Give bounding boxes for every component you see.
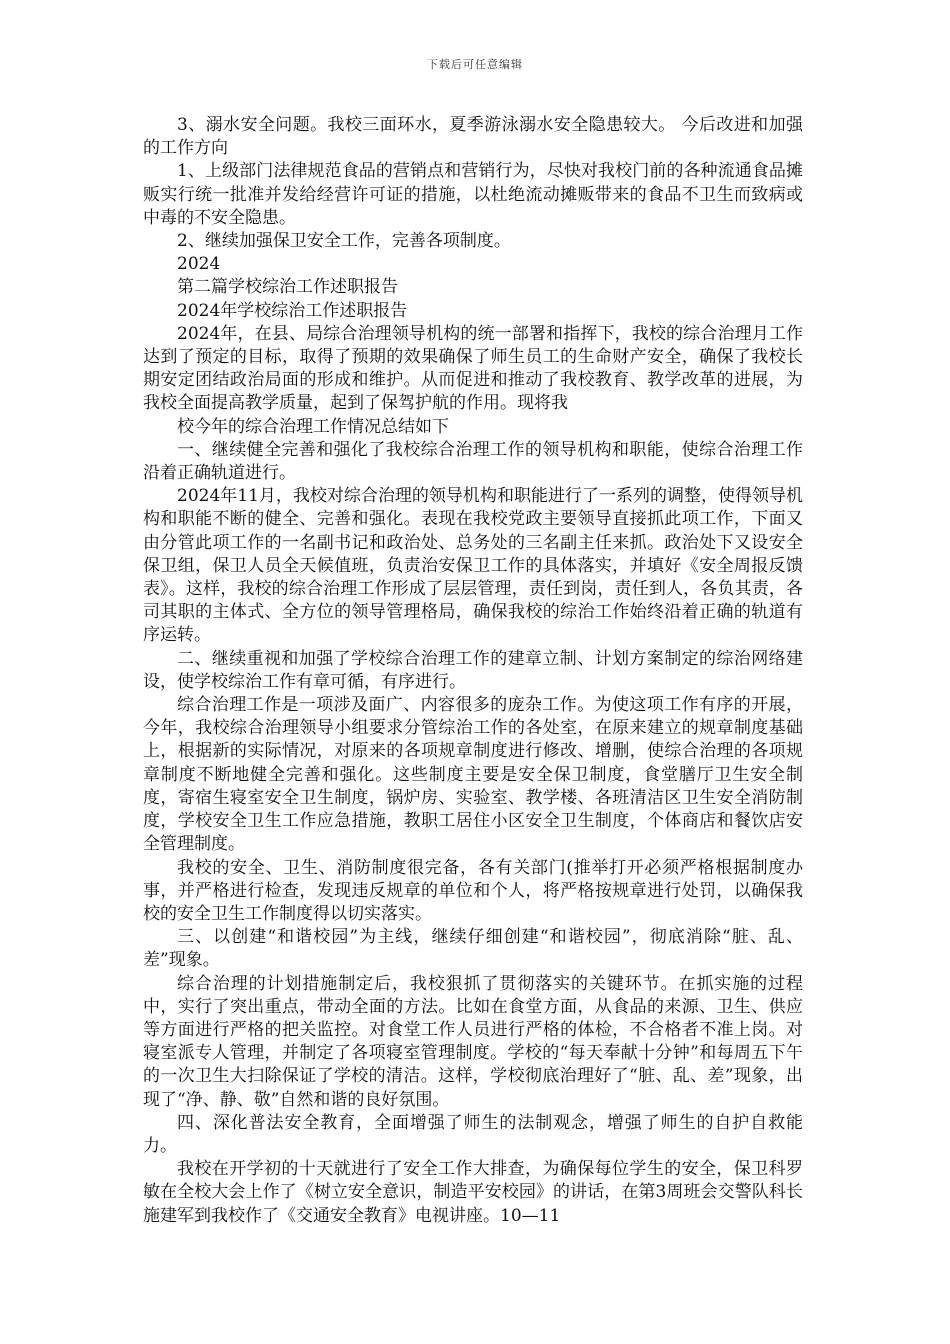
page-header: 下载后可任意编辑 <box>427 58 523 71</box>
paragraph: 校今年的综合治理工作情况总结如下 <box>177 416 449 437</box>
section-heading: 四、深化普法安全教育，全面增强了师生的法制观念，增强了师生的自护自救能力。 <box>143 1112 803 1156</box>
paragraph: 我校的安全、卫生、消防制度很完备，各有关部门(推举打开必须严格根据制度办事，并严格进行检查，发现违反规章的单位和个人，将严格按规章进行处罚，以确保我校的安全卫生工作制度得以切实落实。 <box>143 857 803 924</box>
paragraph: 2024年，在县、局综合治理领导机构的统一部署和指挥下，我校的综合治理月工作达到了预定的目标，取得了预期的效果确保了师生员工的生命财产安全，确保了我校长期安定团结政治局面的形成和维护。从而促进和推动了我校教育、教学改革的进展，为我校全面提高教学质量，起到了保驾护航的作用。现将我 <box>143 323 803 414</box>
section-title: 第二篇学校综治工作述职报告 <box>177 277 398 298</box>
report-title: 2024年学校综治工作述职报告 <box>177 300 408 321</box>
paragraph: 2024 <box>177 254 221 275</box>
section-heading: 三、以创建“和谐校园”为主线，继续仔细创建“和谐校园”，彻底消除“脏、乱、差”现象。 <box>143 927 803 971</box>
paragraph: 综合治理的计划措施制定后，我校狠抓了贯彻落实的关键环节。在抓实施的过程中，实行了突出重点，带动全面的方法。比如在食堂方面，从食品的来源、卫生、供应等方面进行严格的把关监控。对食堂工作人员进行严格的体检，不合格者不准上岗。对寝室派专人管理，并制定了各项寝室管理制度。学校的“每天奉献十分钟”和每周五下午的一次卫生大扫除保证了学校的清洁。这样，学校彻底治理好了“脏、乱、差”现象，出现了“净、静、敬”自然和谐的良好氛围。 <box>143 973 803 1110</box>
paragraph: 综合治理工作是一项涉及面广、内容很多的庞杂工作。为使这项工作有序的开展，今年，我校综合治理领导小组要求分管综治工作的各处室，在原来建立的规章制度基础上，根据新的实际情况，对原来的各项规章制度进行修改、增删，使综合治理的各项规章制度不断地健全完善和强化。这些制度主要是安全保卫制度，食堂膳厅卫生安全制度，寄宿生寝室安全卫生制度，锅炉房、实验室、教学楼、各班清洁区卫生安全消防制度，学校安全卫生工作应急措施，教职工居住小区安全卫生制度，个体商店和餐饮店安全管理制度。 <box>143 695 803 855</box>
paragraph: 我校在开学初的十天就进行了安全工作大排查，为确保每位学生的安全，保卫科罗敏在全校大会上作了《树立安全意识，制造平安校园》的讲话，在第3周班会交警队科长施建军到我校作了《交通安全教育》电视讲座。10—11 <box>143 1159 803 1226</box>
paragraph: 3、溺水安全问题。我校三面环水，夏季游泳溺水安全隐患较大。 今后改进和加强的工作方向 <box>143 115 803 159</box>
paragraph: 2、继续加强保卫安全工作，完善各项制度。 <box>177 231 511 252</box>
paragraph: 1、上级部门法律规范食品的营销点和营销行为，尽快对我校门前的各种流通食品摊贩实行统一批准并发给经营许可证的措施，以杜绝流动摊贩带来的食品不卫生而致病或中毒的不安全隐患。 <box>143 161 803 228</box>
section-heading: 一、继续健全完善和强化了我校综合治理工作的领导机构和职能，使综合治理工作沿着正确轨道进行。 <box>143 439 803 484</box>
paragraph: 2024年11月，我校对综合治理的领导机构和职能进行了一系列的调整，使得领导机构和职能不断的健全、完善和强化。表现在我校党政主要领导直接抓此项工作，下面又由分管此项工作的一名副书记和政治处、总务处的三名副主任来抓。政治处下又设安全保卫组，保卫人员全天候值班，负责治安保卫工作的具体落实，并填好《安全周报反馈表》。这样，我校的综合治理工作形成了层层管理，责任到岗，责任到人，各负其责，各司其职的主体式、全方位的领导管理格局，确保我校的综治工作始终沿着正确的轨道有序运转。 <box>143 486 803 646</box>
section-heading: 二、继续重视和加强了学校综合治理工作的建章立制、计划方案制定的综治网络建设，使学校综治工作有章可循，有序进行。 <box>143 648 803 692</box>
document-body <box>143 114 803 1228</box>
